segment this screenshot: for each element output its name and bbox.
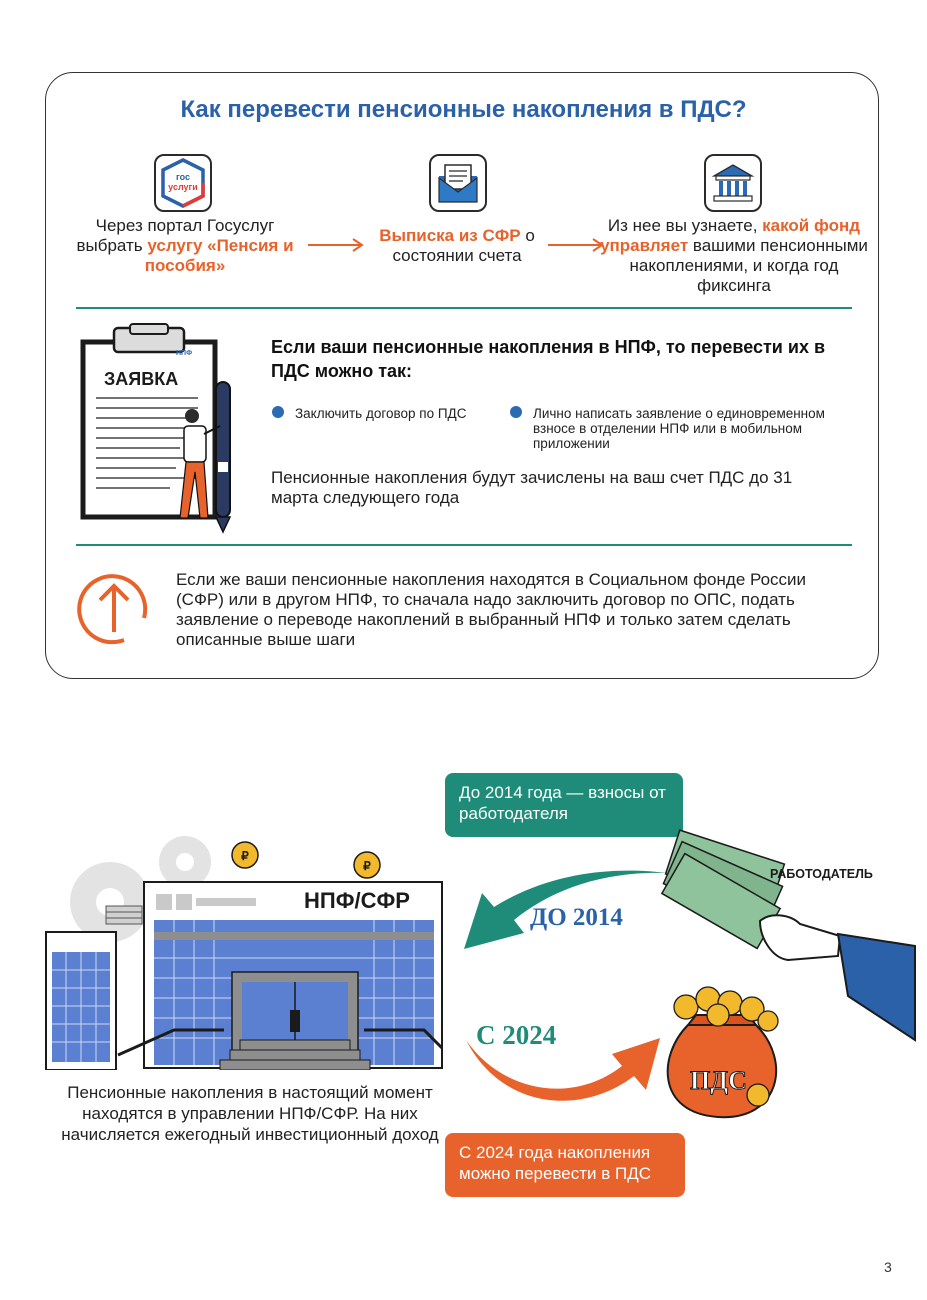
svg-text:гос: гос bbox=[175, 172, 191, 182]
building-caption: Пенсионные накопления в настоящий момент находятся в управлении НПФ/СФР. На них начисляется ежегодный инвестиционный доход bbox=[61, 1083, 439, 1144]
coin-icon bbox=[230, 840, 260, 870]
bullet-dot-icon bbox=[272, 406, 284, 418]
npf-heading: Если ваши пенсионные накопления в НПФ, то перевести их в ПДС можно так: bbox=[271, 337, 826, 381]
clipboard-title: ЗАЯВКА bbox=[104, 369, 179, 389]
step-2-text: Выписка из СФР о состоянии счета bbox=[379, 226, 535, 265]
employer-label: РАБОТОДАТЕЛЬ bbox=[770, 867, 873, 881]
arrow-up-circle-icon bbox=[76, 570, 152, 646]
step-1-text: Через портал Госуслуг выбрать услугу «Пенсия и пособия» bbox=[76, 216, 294, 275]
step-arrow-icon bbox=[546, 236, 606, 254]
money-bag-illustration bbox=[648, 985, 798, 1125]
sfr-text: Если же ваши пенсионные накопления находятся в Социальном фонде России (СФР) или в другом НПФ, то сначала надо заключить договор по ОПС, подать заявление о переводе накоплений в выбранный НПФ и только затем сделать описанные выше шаги bbox=[176, 570, 807, 649]
clipboard-illustration bbox=[80, 322, 240, 537]
page-title: Как перевести пенсионные накопления в ПДС? bbox=[180, 96, 747, 123]
step-3-text: Из нее вы узнаете, какой фонд управляет вашими пенсионными накоплениями, и когда год фиксинга bbox=[600, 216, 868, 295]
divider bbox=[76, 307, 852, 309]
svg-text:услуги: услуги bbox=[168, 182, 198, 192]
badge-before-2014: До 2014 года — взносы от работодателя bbox=[445, 773, 683, 837]
bullet-dot-icon bbox=[510, 406, 522, 418]
badge-since-2024: С 2024 года накопления можно перевести в ПДС bbox=[445, 1133, 685, 1197]
envelope-icon bbox=[429, 154, 487, 212]
page-number: 3 bbox=[884, 1259, 892, 1275]
step-arrow-icon bbox=[306, 236, 366, 254]
bag-label: ПДС bbox=[690, 1066, 747, 1095]
svg-text:₽: ₽ bbox=[363, 859, 371, 873]
gosuslugi-logo bbox=[154, 154, 212, 212]
bank-building-icon bbox=[704, 154, 762, 212]
clipboard-badge: НПФ bbox=[176, 350, 193, 357]
arrow-bottom-label: С 2024 bbox=[476, 1020, 557, 1050]
npf-note: Пенсионные накопления будут зачислены на ваш счет ПДС до 31 марта следующего года bbox=[271, 468, 793, 507]
coin-icon bbox=[352, 850, 382, 880]
building-sign: НПФ/СФР bbox=[304, 888, 410, 913]
bullet-item: Заключить договор по ПДС bbox=[295, 406, 467, 421]
svg-text:₽: ₽ bbox=[241, 849, 249, 863]
arrow-top-label: ДО 2014 bbox=[530, 904, 623, 931]
bullet-item: Лично написать заявление о единовременном взносе в отделении НПФ или в мобильном приложении bbox=[533, 406, 825, 451]
divider bbox=[76, 544, 852, 546]
